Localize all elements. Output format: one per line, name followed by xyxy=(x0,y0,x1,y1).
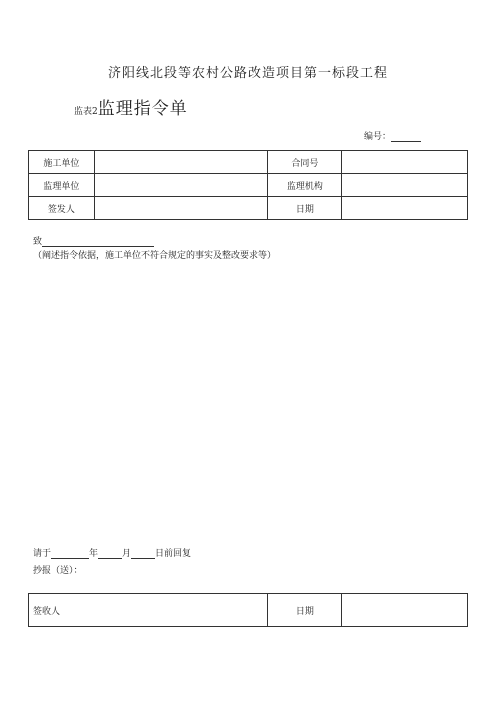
contract-no-label: 合同号 xyxy=(268,151,342,174)
supervision-unit-field[interactable] xyxy=(94,174,268,197)
reply-month-field[interactable] xyxy=(98,549,122,559)
info-table xyxy=(28,150,468,220)
issuer-field[interactable] xyxy=(94,197,268,220)
receiver-label: 签收人 xyxy=(33,606,61,617)
table-row xyxy=(29,594,468,627)
form-name: 监理指令单 xyxy=(97,99,188,119)
construction-unit-label: 施工单位 xyxy=(29,151,95,174)
table-row xyxy=(29,197,468,220)
reply-day-field[interactable] xyxy=(131,549,155,559)
supervision-agency-field[interactable] xyxy=(342,174,468,197)
reply-suffix-label: 日前回复 xyxy=(155,549,192,559)
table-row xyxy=(29,174,468,197)
recipient-field[interactable] xyxy=(42,237,154,247)
to-label: 致 xyxy=(33,237,43,247)
reply-month-label: 月 xyxy=(122,549,132,559)
serial-number xyxy=(364,129,421,142)
construction-unit-field[interactable] xyxy=(94,151,268,174)
serial-label: 编号： xyxy=(364,132,392,142)
cc-line: 抄报（送）： xyxy=(33,566,83,576)
receipt-table xyxy=(28,593,468,627)
reply-deadline xyxy=(33,546,191,559)
contract-no-field[interactable] xyxy=(342,151,468,174)
serial-number-field[interactable] xyxy=(391,132,421,142)
document-title: 济阳线北段等农村公路改造项目第一标段工程 xyxy=(107,66,388,81)
recipient-line xyxy=(33,234,154,247)
reply-year-field[interactable] xyxy=(51,549,89,559)
reply-year-label: 年 xyxy=(89,549,99,559)
receipt-date-field[interactable] xyxy=(342,594,468,627)
table-row xyxy=(29,151,468,174)
receiver-cell[interactable] xyxy=(29,594,268,627)
issue-date-label: 日期 xyxy=(268,197,342,220)
receipt-date-label: 日期 xyxy=(268,594,342,627)
form-code: 监表2 xyxy=(74,107,98,117)
issuer-label: 签发人 xyxy=(29,197,95,220)
supervision-unit-label: 监理单位 xyxy=(29,174,95,197)
issue-date-field[interactable] xyxy=(342,197,468,220)
form-heading xyxy=(74,94,188,119)
supervision-agency-label: 监理机构 xyxy=(268,174,342,197)
reply-please-label: 请于 xyxy=(33,549,52,559)
instruction-note: （阐述指令依据，施工单位不符合规定的事实及整改要求等） xyxy=(33,251,277,261)
